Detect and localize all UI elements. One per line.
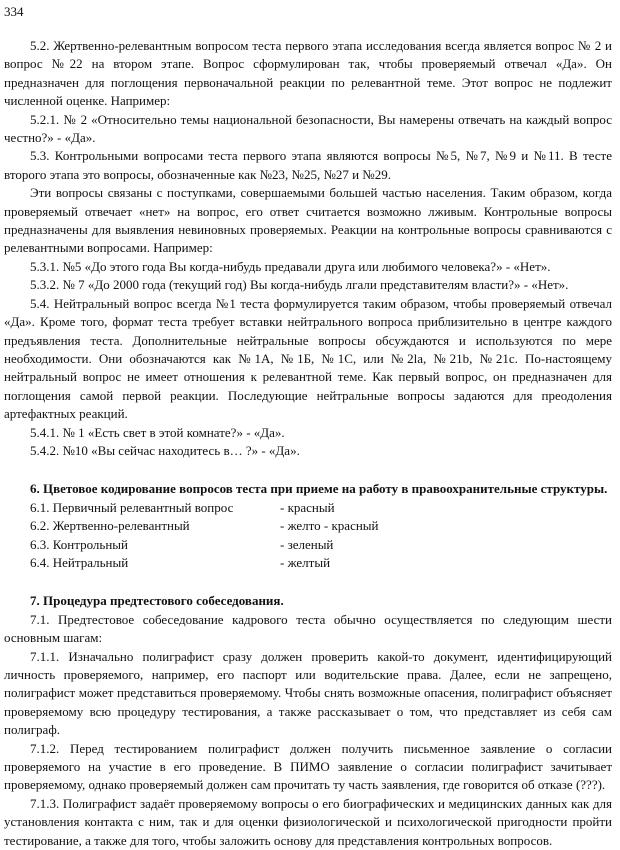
color-code-value: - желтый: [280, 554, 331, 570]
paragraph-5-3-2: 5.3.2. № 7 «До 2000 года (текущий год) Вы когда-нибудь лгали представителям власти?» - «Нет».: [30, 277, 569, 293]
color-code-label: 6.4. Нейтральный: [30, 554, 129, 570]
color-code-label: 6.3. Контрольный: [30, 536, 128, 552]
color-code-value: - зеленый: [280, 536, 334, 552]
paragraph-5-3-1: 5.3.1. №5 «До этого года Вы когда-нибудь предавали друга или любимого человека?» - «Нет».: [30, 258, 551, 274]
paragraph-5-4: 5.4. Нейтральный вопрос всегда №1 теста формулируется таким образом, чтобы проверяемый отвечал «Да». Кроме того, формат теста требует вставки нейтрального вопроса приблизительно в центре каждого предъявления теста. Дополнительные нейтральные вопросы обсуждаются и используются по мере необходимости. Они обозначаются как №1А, №1Б, №1С, или №2la, №21b, №21с. По-настоящему нейтральный вопрос не имеет отношения к релевантной теме. Как первый вопрос, он предназначен для поглощения самой первой реакции. Последующие нейтральные вопросы задаются для преодоления артефактных реакций.: [4, 295, 612, 422]
section-7-heading: 7. Процедура предтестового собеседования.: [30, 593, 284, 609]
color-code-row: [4, 517, 612, 535]
paragraph-7-1-1: 7.1.1. Изначально полиграфист сразу должен проверить какой-то документ, идентифицирующий личность проверяемого, например, его паспорт или водительские права. Далее, если не запрещено, полиграфист может представиться проверяемому. Чтобы снять возможные опасения, полиграфист объясняет проверяемому всю процедуру тестирования, а также рассказывает о том, что представляет из себя сам полиграф.: [4, 648, 612, 738]
color-code-row: [4, 499, 612, 517]
page-number: 334: [4, 4, 24, 19]
color-code-value: - желто - красный: [280, 518, 379, 534]
color-code-row: [4, 536, 612, 554]
section-6-heading: 6. Цветовое кодирование вопросов теста при приеме на работу в правоохранительные структуры.: [30, 481, 608, 497]
page-content: [4, 37, 612, 850]
paragraph-5-2: 5.2. Жертвенно-релевантным вопросом теста первого этапа исследования всегда является вопрос № 2 и вопрос №22 на втором этапе. Вопрос сформулирован так, чтобы проверяемый отвечал «Да». Он предназначен для поглощения первоначальной реакции по релевантной теме. Этот вопрос не подлежит численной оценке. Например:: [4, 38, 612, 109]
color-code-row: [4, 554, 612, 572]
color-code-label: 6.1. Первичный релевантный вопрос: [30, 499, 234, 515]
paragraph-5-4-2: 5.4.2. №10 «Вы сейчас находитесь в… ?» - «Да».: [30, 442, 300, 458]
paragraph-5-3: 5.3. Контрольными вопросами теста первого этапа являются вопросы №5, №7, №9 и №11. В тесте второго этапа это вопросы, обозначенные как №23, №25, №27 и №29.: [4, 148, 612, 182]
paragraph-7-1-2: 7.1.2. Перед тестированием полиграфист должен получить письменное заявление о согласии проверяемого на участие в его проведение. В ПИМО заявление о согласии полиграфист зачитывает проверяемому, однако проверяемый должен сам прочитать ту часть заявления, где говорится об отказе (???).: [4, 740, 612, 793]
paragraph-5-3-text: Эти вопросы связаны с поступками, совершаемыми большей частью населения. Таким образом, когда проверяемый отвечает «нет» на вопрос, его ответ считается возможно лживым. Контрольные вопросы предназначены для выявления невиновных проверяемых. Реакции на контрольные вопросы сравниваются с релевантными вопросами. Например:: [4, 185, 612, 256]
color-code-label: 6.2. Жертвенно-релевантный: [30, 518, 190, 534]
paragraph-5-4-1: 5.4.1. № 1 «Есть свет в этой комнате?» - «Да».: [30, 424, 285, 440]
color-code-value: - красный: [280, 499, 335, 515]
paragraph-5-2-1: 5.2.1. № 2 «Относительно темы национальной безопасности, Вы намерены отвечать на каждый вопрос честно?» - «Да».: [4, 111, 612, 146]
paragraph-7-1: 7.1. Предтестовое собеседование кадрового теста обычно осуществляется по следующим шести основным шагам:: [4, 611, 612, 646]
paragraph-7-1-3: 7.1.3. Полиграфист задаёт проверяемому вопросы о его биографических и медицинских данных как для установления контакта с ним, так и для оценки физиологической и психологической пригодности пройти тестирование, а также для того, чтобы заложить основу для представления контрольных вопросов.: [4, 795, 612, 848]
